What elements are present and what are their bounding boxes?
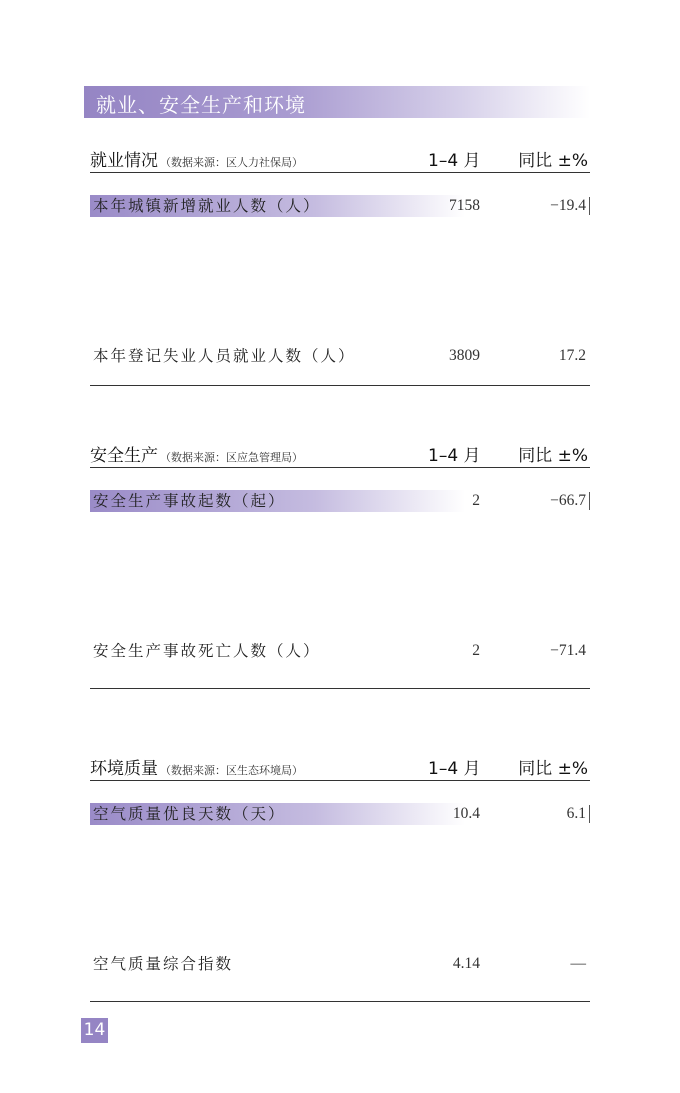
yoy-header: 同比 ±% — [518, 446, 588, 466]
environment-section-header — [90, 750, 590, 781]
row-value: 2 — [472, 642, 480, 659]
yoy-header: 同比 ±% — [518, 151, 588, 171]
table-row — [90, 490, 590, 512]
row-yoy: — — [570, 955, 586, 972]
safety-section-header — [90, 437, 590, 468]
yoy-header: 同比 ±% — [518, 759, 588, 779]
row-value: 3809 — [449, 347, 480, 364]
table-row — [90, 953, 590, 975]
section-source: （数据来源：区生态环境局） — [160, 764, 303, 777]
section-title: 环境质量 （数据来源：区生态环境局） — [90, 759, 303, 779]
row-value: 10.4 — [452, 805, 480, 822]
row-value: 7158 — [449, 197, 480, 214]
section-divider — [90, 688, 590, 689]
period-header: 1–4 月 — [428, 759, 481, 779]
table-row — [90, 195, 590, 217]
section-title: 安全生产 （数据来源：区应急管理局） — [90, 446, 303, 466]
period-header: 1–4 月 — [428, 151, 481, 171]
period-header: 1–4 月 — [428, 446, 481, 466]
section-divider — [90, 1001, 590, 1002]
row-label: 安全生产事故死亡人数（人） — [93, 642, 321, 660]
row-label: 空气质量综合指数 — [93, 955, 234, 973]
section-divider — [90, 385, 590, 386]
table-row — [90, 345, 590, 367]
row-label: 空气质量优良天数（天） — [93, 805, 286, 823]
section-source: （数据来源：区应急管理局） — [160, 451, 303, 464]
banner-title: 就业、安全生产和环境 — [96, 93, 306, 117]
section-banner — [84, 86, 590, 118]
row-value: 2 — [472, 492, 480, 509]
table-row — [90, 640, 590, 662]
section-source: （数据来源：区人力社保局） — [160, 156, 303, 169]
employment-section-header — [90, 142, 590, 173]
row-yoy: 17.2 — [558, 347, 586, 364]
row-value: 4.14 — [452, 955, 480, 972]
row-label: 本年城镇新增就业人数（人） — [93, 197, 321, 215]
page-number: 14 — [81, 1018, 108, 1043]
row-yoy: 6.1 — [566, 805, 586, 822]
table-row — [90, 803, 590, 825]
row-yoy: −71.4 — [550, 642, 586, 659]
row-label: 安全生产事故起数（起） — [93, 492, 286, 510]
row-yoy: −66.7 — [550, 492, 586, 509]
row-label: 本年登记失业人员就业人数（人） — [93, 347, 356, 365]
section-title: 就业情况 （数据来源：区人力社保局） — [90, 151, 303, 171]
row-yoy: −19.4 — [550, 197, 586, 214]
